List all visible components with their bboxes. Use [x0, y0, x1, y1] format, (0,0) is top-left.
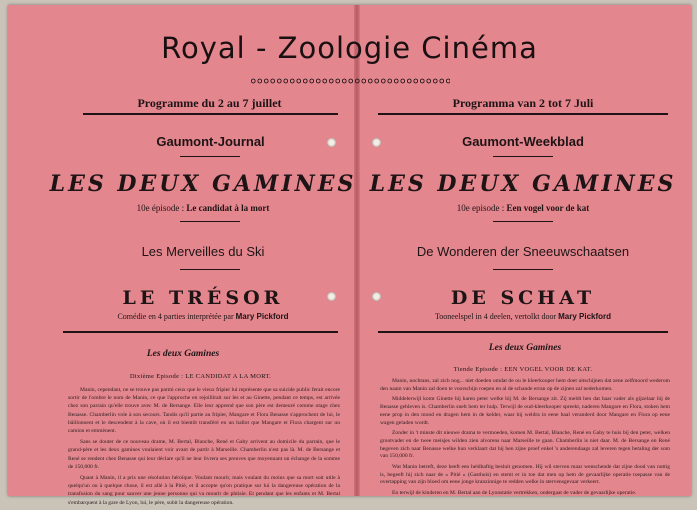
feature-title: LES DEUX GAMINES — [369, 171, 677, 197]
divider — [493, 156, 553, 157]
third-film-credit — [360, 312, 686, 321]
synopsis-title: Les deux Gamines — [146, 349, 220, 359]
episode-title: Een vogel voor de kat — [506, 203, 590, 213]
french-column — [8, 89, 357, 506]
divider — [180, 221, 240, 222]
synopsis-paragraph: Manin, nochtans, zal zich nog... niet doeden omdat de ou le kleerkooper hem doet uitschijnen dat zene zelfmoord wederom den naam van Manin zal doen te voorschijn roepen en al de schande erran op de zijnen zal nederkomen. — [380, 378, 670, 392]
synopsis-title: Les deux Gamines — [488, 343, 562, 353]
credit-text: Tooneelspel in 4 deelen, vertolkt door — [434, 312, 557, 321]
episode-line — [360, 203, 686, 213]
synopsis-paragraph: En terwijl de kinderen en M. Bertal aan de Lyonstatie vertrekken, ondergaat de vader de gevaarlijke operatie. — [392, 490, 637, 497]
synopsis-paragraph: Quant à Manin, il a pris une résolution héroïque. Voulant mourir, mais voulant du moins que sa mort soit utile à quelqu'un ou à quelque chose, il est allé à la Pitié, et il accepte qu'on pratique sur lui la dangereuse opération de la transfusion du sang pour sauver une jeune personne qui va mourir de phtisie. Et pendant que les enfants et M. Bertal s'embarquent à la gare de Lyon, lui, le père, subit la dangereuse opération. — [68, 475, 340, 506]
synopsis-paragraph: Middelerwijl komt Ginette bij haren peter welke bij M. de Bersange zit. Zij meldt hen dat haar vader als gijzelaar bij de Benasse gebleven is. Chamberlin snelt hem ter hulp. Terwijl de oud-kleerkooper spreekt, naderen Mangare en Flora, stoken hem eene prop in den mond en dragen hem in de kelder, waar hij weldra in eene baal veranderd door Mangare en Flora op eene wagen geladen wordt. — [380, 396, 670, 426]
episode-number: 10e épisode : — [136, 203, 185, 213]
newsreel-title: Gaumont-Weekblad — [462, 134, 584, 149]
actor-name: Mary Pickford — [558, 312, 612, 321]
second-film-title: Les Merveilles du Ski — [141, 244, 265, 259]
synopsis-text — [68, 386, 340, 510]
divider — [180, 156, 240, 157]
dotted-ornament — [250, 77, 450, 85]
second-film-title: De Wonderen der Sneeuwschaatsen — [416, 244, 630, 259]
cinema-title: Royal - Zoologie Cinéma — [161, 31, 538, 65]
programme-dates: Programme du 2 au 7 juillet — [137, 96, 282, 110]
episode-number: 10e episode : — [456, 203, 505, 213]
third-film-credit — [48, 312, 358, 321]
synopsis-paragraph: Manin, cependant, ne se trouve pas parmi ceux que le vieux fripier lui représente que sa suicide public ferait encore sortir de l'ombre le nom de Manin, ce que l'approche en rejoillirait sur les et au Ginette, pendant ce temps, est arrivée chez son parrain qu'elle trouve avec M. de Bersange. Elle leur apprend que son père est demeuré comme otage chez Benasse. Chamberlin vole à son secours. Tandis qu'il partie au fripier, Mangare et Flora Benasse s'approchent de lui, le bâillonnent et le descendent à la cave, où il est bientôt transféré en un ballot que Mangare et Flora chargent sur un camion et emmènent. — [68, 387, 340, 435]
divider — [63, 331, 338, 333]
divider — [378, 331, 668, 333]
divider — [493, 269, 553, 270]
synopsis-paragraph: Wat Manin betreft, deze heeft een heldhaftig besluit genomen. Hij wil sterven maar wenschende dat zijne dood van nuttig is, begeeft hij zich naar de « Pitié » (Gasthuis) en stemt er in toe dat men op hem de gevaarlijke operatie toepasse van de overtapping van zijn bloed om eene jonge kranzinnige te redden welke in stervensgevaar verkeert. — [380, 464, 670, 486]
program-sheet — [8, 5, 691, 506]
episode-title: Le candidat à la mort — [186, 203, 270, 213]
divider — [83, 113, 338, 115]
newsreel-title: Gaumont-Journal — [156, 134, 265, 149]
feature-title: LES DEUX GAMINES — [49, 171, 357, 197]
credit-text: Comédie en 4 parties interprétée par — [117, 312, 234, 321]
synopsis-paragraph: Zonder in 't minste dit nieuwe drama te vermoeden, komen M. Bertal, Blanche, René en Gaby te huis bij den peter, welken grootvader en de twee meisjes wilden zien alvorens naar Marseille te gaan. Chamberlin is niet daar. M. de Bersange en René begeven zich naar Benasse welke hun verklaart dat hij hen zijne proef enkel 's anderendaags zal leveren tegen betaling der som van 150,000 fr. — [380, 430, 670, 460]
divider — [378, 113, 668, 115]
actor-name: Mary Pickford — [235, 312, 289, 321]
divider — [493, 221, 553, 222]
synopsis-episode: Dixième Episode : LE CANDIDAT A LA MORT. — [129, 373, 272, 380]
episode-line — [48, 203, 358, 213]
synopsis-text — [380, 378, 670, 501]
third-film-title: LE TRÉSOR — [122, 287, 284, 309]
synopsis-episode: Tiende Episode : EEN VOGEL VOOR DE KAT. — [453, 366, 593, 373]
divider — [180, 269, 240, 270]
dutch-column — [360, 89, 691, 496]
third-film-title: DE SCHAT — [450, 287, 596, 309]
synopsis-paragraph: Sans se douter de ce nouveau drame, M. Bertal, Blanche, René et Gaby arrivent au domicile du parrain, que le grand-père et les deux gamines voulaient voir avant de partir à Marseille. Chamberlin n'est pas là. M. de Bersange et René se rendent chez Benasse qui leur déclare qu'il ne leur livrera ses preuves que moyennant un échange de la somme de 150,000 fr. — [68, 439, 340, 470]
programme-dates: Programma van 2 tot 7 Juli — [452, 96, 594, 110]
